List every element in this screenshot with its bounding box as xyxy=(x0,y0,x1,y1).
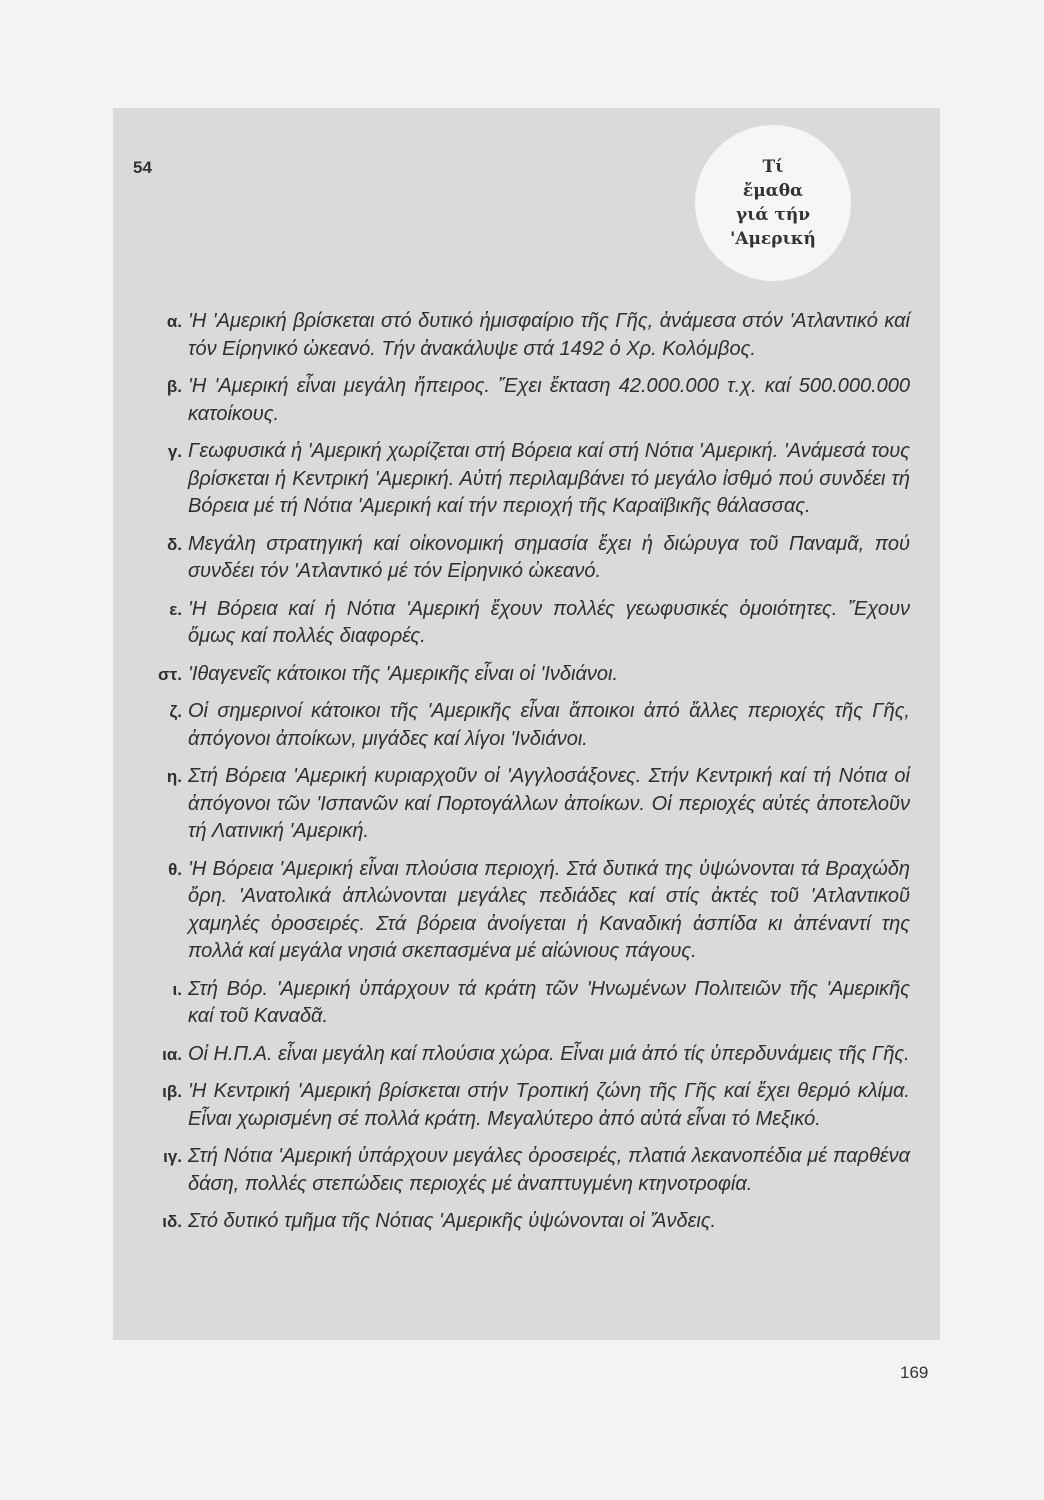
item-marker: β. xyxy=(166,377,182,396)
item-text: Γεωφυσικά ἡ 'Αμερική χωρίζεται στή Βόρεια καί στή Νότια 'Αμερική. 'Ανάμεσά τους βρίσκεται ἡ Κεντρική 'Αμερική. Αὐτή περιλαμβάνει τό μεγάλο ἰσθμό πού συνδέει τή Βόρεια μέ τή Νότια 'Αμερική καί τήν περιοχή τῆς Καραϊβικῆς θάλασσας. xyxy=(188,440,910,517)
badge-line: Τί xyxy=(762,157,784,177)
item-marker: ιδ. xyxy=(162,1212,182,1231)
page-number: 169 xyxy=(900,1363,929,1382)
list-item xyxy=(140,1078,910,1133)
list-item xyxy=(140,531,910,586)
badge-line: 'Αμερική xyxy=(730,229,816,249)
item-marker: ιγ. xyxy=(163,1147,182,1166)
item-text: Στή Βόρεια 'Αμερική κυριαρχοῦν οἱ 'Αγγλοσάξονες. Στήν Κεντρική καί τή Νότια οἱ ἀπόγονοι τῶν 'Ισπανῶν καί Πορτογάλλων ἀποίκων. Οἱ περιοχές αὐτές ἀποτελοῦν τή Λατινική 'Αμερική. xyxy=(188,765,910,842)
summary-list xyxy=(140,308,910,1246)
item-text: 'Η 'Αμερική εἶναι μεγάλη ἤπειρος. Ἔχει ἔκταση 42.000.000 τ.χ. καί 500.000.000 κατοίκους. xyxy=(188,375,910,425)
list-item xyxy=(140,373,910,428)
badge-line: γιά τήν xyxy=(735,205,811,225)
item-marker: ιβ. xyxy=(162,1082,182,1101)
item-marker: ε. xyxy=(169,599,182,619)
item-marker: ια. xyxy=(162,1044,182,1064)
item-marker: δ. xyxy=(166,534,182,554)
lesson-number: 54 xyxy=(133,158,152,177)
item-text: 'Η Βόρεια καί ἡ Νότια 'Αμερική ἔχουν πολλές γεωφυσικές ὁμοιότητες. Ἔχουν ὅμως καί πολλές διαφορές. xyxy=(188,597,910,647)
list-item xyxy=(140,596,910,651)
item-text: Μεγάλη στρατηγική καί οἰκονομική σημασία ἔχει ἡ διώρυγα τοῦ Παναμᾶ, πού συνδέει τόν 'Ατλαντικό μέ τόν Εἰρηνικό ὠκεανό. xyxy=(188,532,910,582)
item-marker: α. xyxy=(166,312,182,331)
list-item xyxy=(140,661,910,689)
list-item xyxy=(140,1208,910,1236)
item-text: Οἱ σημερινοί κάτοικοι τῆς 'Αμερικῆς εἶναι ἄποικοι ἀπό ἄλλες περιοχές τῆς Γῆς, ἀπόγονοι ἀποίκων, μιγάδες καί λίγοι 'Ινδιάνοι. xyxy=(188,700,910,750)
item-text: Στή Νότια 'Αμερική ὑπάρχουν μεγάλες ὀροσειρές, πλατιά λεκανοπέδια μέ παρθένα δάση, πολλές στεπώδεις περιοχές μέ ἀναπτυγμένη κτηνοτροφία. xyxy=(188,1145,910,1195)
item-text: 'Η Βόρεια 'Αμερική εἶναι πλούσια περιοχή. Στά δυτικά της ὑψώνονται τά Βραχώδη ὄρη. 'Ανατολικά ἁπλώνονται μεγάλες πεδιάδες καί στίς ἀκτές τοῦ 'Ατλαντικοῦ χαμηλές ὀροσειρές. Στά βόρεια ἀνοίγεται ἡ Καναδική ἀσπίδα κι ἀπέναντί της πολλά καί μεγάλα νησιά σκεπασμένα μέ αἰώνιους πάγους. xyxy=(188,857,910,962)
list-item xyxy=(140,856,910,966)
item-text: Στό δυτικό τμῆμα τῆς Νότιας 'Αμερικῆς ὑψώνονται οἱ Ἄνδεις. xyxy=(188,1210,717,1232)
item-marker: στ. xyxy=(158,664,182,684)
badge-line: ἔμαθα xyxy=(742,181,804,201)
list-item xyxy=(140,438,910,521)
item-marker: η. xyxy=(166,767,182,786)
item-text: 'Η Κεντρική 'Αμερική βρίσκεται στήν Τροπική ζώνη τῆς Γῆς καί ἔχει θερμό κλίμα. Εἶναι χωρισμένη σέ πολλά κράτη. Μεγαλύτερο ἀπό αὐτά εἶναι τό Μεξικό. xyxy=(188,1080,910,1130)
list-item xyxy=(140,1041,910,1069)
item-text: 'Ιθαγενεῖς κάτοικοι τῆς 'Αμερικῆς εἶναι οἱ 'Ινδιάνοι. xyxy=(188,662,619,685)
item-marker: ζ. xyxy=(169,702,182,721)
list-item xyxy=(140,308,910,363)
item-marker: ι. xyxy=(172,979,182,999)
list-item xyxy=(140,698,910,753)
item-marker: γ. xyxy=(167,442,182,461)
item-marker: θ. xyxy=(168,859,182,879)
item-text: Οἱ Η.Π.Α. εἶναι μεγάλη καί πλούσια χώρα. Εἶναι μιά ἀπό τίς ὑπερδυνάμεις τῆς Γῆς. xyxy=(188,1042,910,1065)
list-item xyxy=(140,976,910,1031)
item-text: 'Η 'Αμερική βρίσκεται στό δυτικό ἡμισφαίριο τῆς Γῆς, ἀνάμεσα στόν 'Ατλαντικό καί τόν Είρηνικό ὠκεανό. Τήν ἀνακάλυψε στά 1492 ὁ Χρ. Κολόμβος. xyxy=(188,310,910,360)
item-text: Στή Βόρ. 'Αμερική ὑπάρχουν τά κράτη τῶν 'Ηνωμένων Πολιτειῶν τῆς 'Αμερικῆς καί τοῦ Καναδᾶ. xyxy=(188,977,910,1027)
list-item xyxy=(140,1143,910,1198)
list-item xyxy=(140,763,910,846)
summary-badge xyxy=(695,125,851,281)
